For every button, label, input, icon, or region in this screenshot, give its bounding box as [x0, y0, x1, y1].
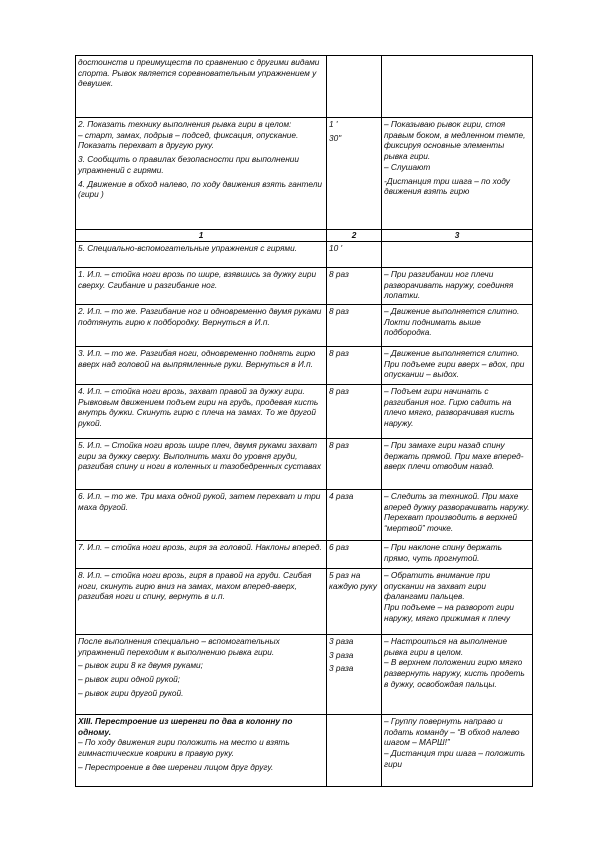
cell-text: – При наклоне спину держать прямо, чуть прогнутой. — [384, 542, 503, 563]
cell-text: – При разгибании ног плечи разворачивать наружу, соединяя лопатки. — [384, 269, 514, 301]
cell-text: 8 раз — [329, 440, 349, 450]
cell-text: 7. И.п. – стойка ноги врозь, гиря за головой. Наклоны вперед. — [78, 542, 322, 552]
column-number-row — [76, 230, 533, 242]
cell-text: – Движение выполняется слитно. Локти поднимать выше подбородка. — [384, 306, 520, 338]
cell-text: – Показываю рывок гири, стоя правым боком, в медленном темпе, фиксируя основные элементы рывка гири. — [384, 119, 526, 162]
table-row — [76, 305, 533, 347]
cell-text: 1 ' — [329, 119, 338, 129]
cell-text: 2. И.п. – то же. Разгибание ног и одновременно двумя руками подтянуть гирю к подбородку. Вернуться в И.п. — [78, 306, 322, 327]
table-row — [76, 569, 533, 635]
cell-text: 8. И.п. – стойка ноги врозь, гиря в правой на груди. Сгибая ноги, скинуть гирю вниз на замах, махом вперед-вверх, разгибая ноги и спину, вернуть в и.п. — [78, 570, 312, 602]
cell-text: 5. Специально-вспомогательные упражнения с гирями. — [78, 243, 298, 253]
cell-exercise — [76, 118, 327, 230]
table-row — [76, 268, 533, 305]
cell-notes — [382, 242, 533, 268]
cell-exercise — [76, 347, 327, 385]
cell-dosage — [327, 635, 382, 715]
cell-dosage — [327, 268, 382, 305]
cell-text: 1. И.п. – стойка ноги врозь по шире, взявшись за дужку гири сверху. Сгибание и разгибание ног. — [78, 269, 317, 290]
cell-text: – Настроиться на выполнение рывка гири в целом. — [384, 636, 508, 657]
cell-exercise — [76, 715, 327, 787]
cell-text: – рывок гири другой рукой. — [78, 687, 184, 698]
cell-notes — [382, 569, 533, 635]
cell-notes — [382, 439, 533, 490]
cell-dosage — [327, 242, 382, 268]
cell-text: – Движение выполняется слитно. При подъеме гири вверх – вдох, при опускании – выдох. — [384, 348, 525, 380]
cell-text: – В верхнем положении гирю мягко развернуть наружу, кисть продеть в дужку, освобождая пальцы. — [384, 657, 525, 689]
cell-text: достоинств и преимуществ по сравнению с другими видами спорта. Рывок является соревновательным упражнением у девушек. — [78, 57, 320, 89]
cell-dosage — [327, 385, 382, 439]
table-row — [76, 439, 533, 490]
cell-dosage — [327, 439, 382, 490]
column-number: 2 — [327, 230, 382, 242]
cell-text: 2. Показать технику выполнения рывка гири в целом: — [78, 119, 292, 129]
table-row — [76, 490, 533, 541]
cell-text: – Обратить внимание при опускании на захват гири фалангами пальцев. — [384, 570, 491, 602]
cell-text: – По ходу движения гири положить на место и взять гимнастические коврики в правую руку. — [78, 737, 290, 759]
cell-dosage — [327, 490, 382, 541]
cell-text: 3. И.п. – то же. Разгибая ноги, одновременно поднять гирю вверх над головой на выпрямленные руки. Вернуться в И.п. — [78, 348, 316, 369]
cell-dosage — [327, 56, 382, 118]
cell-notes — [382, 56, 533, 118]
cell-text: 4. Движение в обход налево, по ходу движения взять гантели (гири ) — [78, 178, 323, 200]
cell-notes — [382, 118, 533, 230]
cell-text: – Следить за техникой. При махе вперед дужку разворачивать наружу. Перехват производить в верхней “мертвой” точке. — [384, 491, 530, 534]
cell-text: 3 раза — [329, 636, 354, 646]
cell-exercise — [76, 56, 327, 118]
cell-exercise — [76, 439, 327, 490]
cell-text: 4. И.п. – стойка ноги врозь, захват правой за дужку гири. Рывковым движением подъем гири на грудь, продевая кисть внутрь дужки. Скинуть гирю с плеча на замах. То же другой рукой. — [78, 386, 319, 429]
cell-text: 5. И.п. – Стойка ноги врозь шире плеч, двумя руками захват гири за дужку сверху. Выполнить махи до уровня груди, разгибая спину и ноги в коленных и тазобедренных суставах — [78, 440, 321, 472]
lesson-plan-table — [75, 55, 533, 787]
table-row — [76, 385, 533, 439]
cell-text: 30" — [329, 132, 342, 143]
cell-exercise — [76, 385, 327, 439]
cell-notes — [382, 305, 533, 347]
cell-dosage — [327, 715, 382, 787]
cell-text: – При замахе гири назад спину держать прямой. При махе вперед-вверх плечи отводим назад. — [384, 440, 524, 472]
section-heading: XIII. Перестроение из шеренги по два в колонну по одному. — [78, 716, 293, 737]
cell-text: 4 раза — [329, 491, 354, 501]
cell-text: – Подъем гири начинать с разгибания ног. Гирю садить на плечо мягко, разворачивая кисть наружу. — [384, 386, 515, 429]
cell-exercise — [76, 635, 327, 715]
cell-text: После выполнения специально – вспомогательных упражнений переходим к выполнению рывка гири. — [78, 636, 280, 657]
table-row — [76, 541, 533, 569]
table-row — [76, 347, 533, 385]
cell-notes — [382, 268, 533, 305]
cell-text: 6. И.п. – то же. Три маха одной рукой, затем перехват и три маха другой. — [78, 491, 321, 512]
cell-exercise — [76, 268, 327, 305]
cell-text: 8 раз — [329, 269, 349, 279]
cell-exercise — [76, 541, 327, 569]
cell-text: 3 раза — [329, 663, 354, 674]
cell-text: При подъеме – на разворот гири наружу, мягко прижимая к плечу — [384, 602, 515, 623]
cell-notes — [382, 635, 533, 715]
cell-exercise — [76, 490, 327, 541]
cell-text: – Дистанция три шага – положить гири — [384, 748, 526, 769]
cell-text: – Группу повернуть направо и подать команду – “В обход налево шагом – МАРШ!” — [384, 716, 520, 748]
cell-text: 3 раза — [329, 649, 354, 660]
cell-notes — [382, 385, 533, 439]
cell-text: 8 раз — [329, 348, 349, 358]
column-number: 1 — [76, 230, 327, 242]
table-row — [76, 242, 533, 268]
cell-text: 5 раз на каждую руку — [329, 570, 377, 591]
cell-notes — [382, 490, 533, 541]
cell-text: 8 раз — [329, 306, 349, 316]
cell-notes — [382, 541, 533, 569]
cell-text: – рывок гири одной рукой; — [78, 674, 181, 685]
cell-text: 10 ' — [329, 243, 343, 253]
cell-text: -Дистанция три шага – по ходу движения взять гирю — [384, 175, 510, 197]
cell-dosage — [327, 347, 382, 385]
cell-text: – Перестроение в две шеренги лицом друг другу. — [78, 761, 274, 772]
cell-exercise — [76, 305, 327, 347]
table-row — [76, 635, 533, 715]
cell-text: – старт, замах, подрыв – подсед, фиксация, опускание. Показать перехват в другую руку. — [78, 129, 299, 151]
cell-dosage — [327, 569, 382, 635]
table-row — [76, 56, 533, 118]
cell-text: – Слушают — [384, 161, 431, 172]
cell-text: 3. Сообщить о правилах безопасности при выполнении упражнений с гирями. — [78, 154, 300, 175]
cell-dosage — [327, 541, 382, 569]
cell-notes — [382, 715, 533, 787]
cell-text: 8 раз — [329, 386, 349, 396]
table-row — [76, 118, 533, 230]
cell-dosage — [327, 305, 382, 347]
cell-notes — [382, 347, 533, 385]
column-number: 3 — [382, 230, 533, 242]
cell-dosage — [327, 118, 382, 230]
cell-exercise — [76, 242, 327, 268]
cell-text: 6 раз — [329, 542, 349, 552]
cell-text: – рывок гири 8 кг двумя руками; — [78, 660, 203, 671]
cell-exercise — [76, 569, 327, 635]
table-row — [76, 715, 533, 787]
